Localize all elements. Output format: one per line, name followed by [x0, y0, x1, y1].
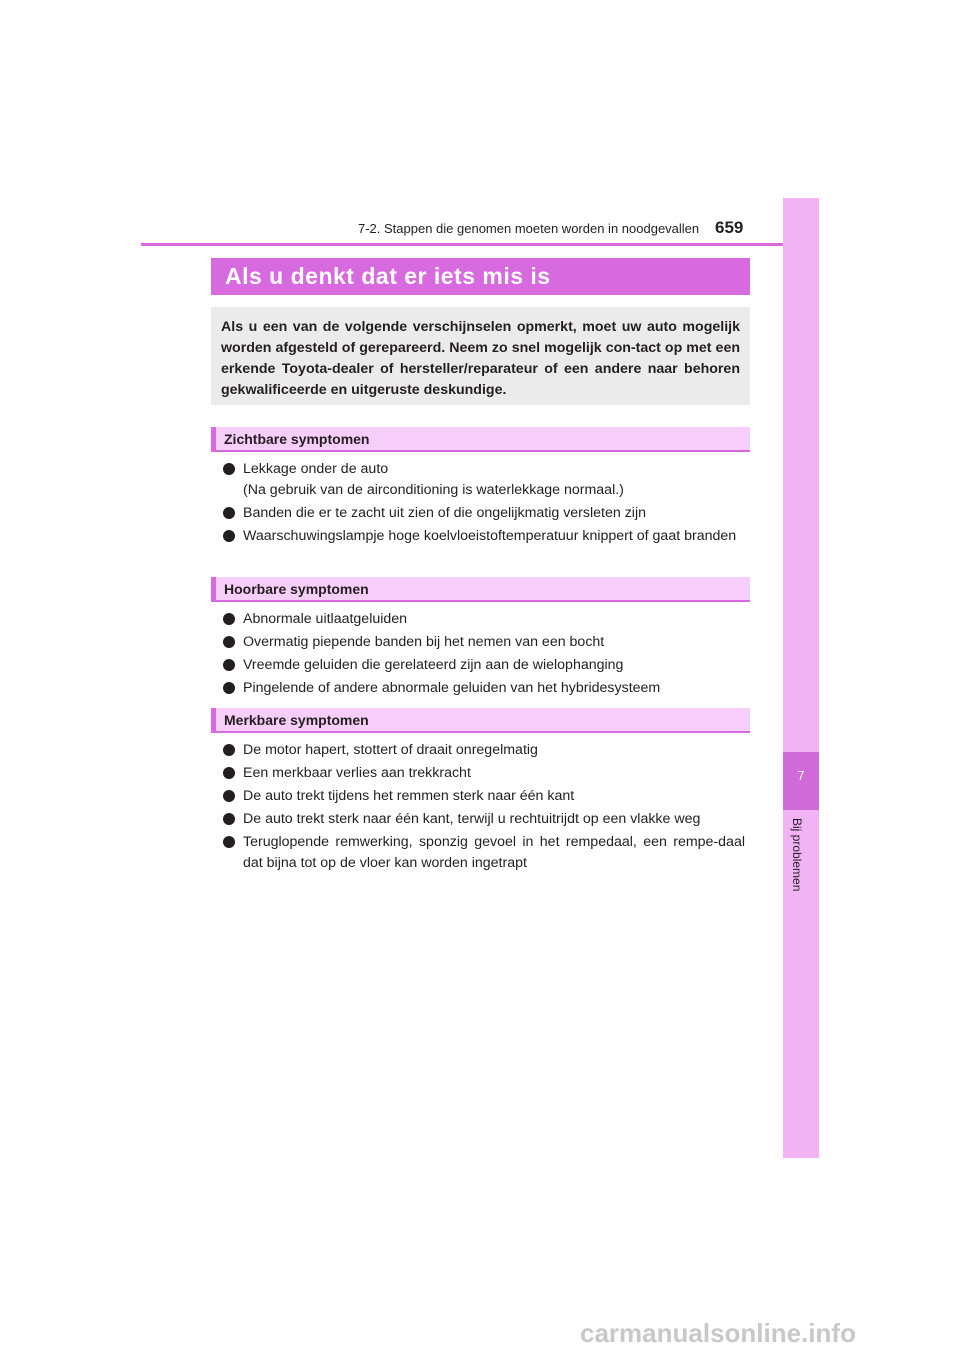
header-section-title: 7-2. Stappen die genomen moeten worden in noodgevallen [358, 221, 700, 236]
section-heading-zichtbaar [211, 427, 750, 452]
header-divider [141, 243, 819, 246]
chapter-name: Bij problemen [790, 818, 804, 892]
section-heading-label: Zichtbare symptomen [224, 431, 370, 447]
list-item-text: Waarschuwingslampje hoge koelvloeistoftemperatuur knippert of gaat branden [243, 528, 737, 544]
bullet-dot-icon [223, 636, 235, 648]
list-item [223, 740, 745, 761]
bullet-dot-icon [223, 507, 235, 519]
list-item-text: De auto trekt tijdens het remmen sterk naar één kant [243, 788, 575, 804]
chapter-number: 7 [797, 768, 805, 783]
list-item-text: Een merkbaar verlies aan trekkracht [243, 765, 471, 781]
bullet-dot-icon [223, 813, 235, 825]
intro-box: Als u een van de volgende verschijnselen opmerkt, moet uw auto mogelijk worden afgesteld of gerepareerd. Neem zo snel mogelijk con-tact op met een erkende Toyota-dealer of hersteller/reparateur of een andere naar behoren gekwalificeerde en uitgeruste deskundige. [211, 307, 750, 405]
bullet-list-hoorbaar [223, 609, 745, 701]
section-heading-marker [211, 577, 216, 600]
list-item [223, 763, 745, 784]
list-item-text: Vreemde geluiden die gerelateerd zijn aan de wielophanging [243, 657, 624, 673]
list-item [223, 459, 745, 501]
list-item [223, 503, 745, 524]
section-heading-label: Hoorbare symptomen [224, 581, 369, 597]
page-title: Als u denkt dat er iets mis is [225, 263, 551, 289]
list-item-text: De auto trekt sterk naar één kant, terwijl u rechtuitrijdt op een vlakke weg [243, 811, 701, 827]
list-item-text: Pingelende of andere abnormale geluiden van het hybridesysteem [243, 680, 661, 696]
bullet-dot-icon [223, 744, 235, 756]
bullet-dot-icon [223, 767, 235, 779]
list-item [223, 655, 745, 676]
list-item-text: Overmatig piepende banden bij het nemen van een bocht [243, 634, 605, 650]
section-heading-marker [211, 427, 216, 450]
list-item-note: (Na gebruik van de airconditioning is waterlekkage normaal.) [243, 482, 624, 498]
list-item [223, 632, 745, 653]
watermark: carmanualsonline.info [580, 1318, 856, 1348]
section-heading-merkbaar [211, 708, 750, 733]
bullet-list-zichtbaar [223, 459, 745, 549]
page-number: 659 [715, 218, 744, 237]
list-item-text: Teruglopende remwerking, sponzig gevoel in het rempedaal, een rempe-daal dat bijna tot op de vloer kan worden ingetrapt [243, 834, 745, 871]
list-item [223, 678, 745, 699]
list-item [223, 609, 745, 630]
section-heading-marker [211, 708, 216, 731]
bullet-dot-icon [223, 613, 235, 625]
list-item [223, 526, 745, 547]
bullet-dot-icon [223, 836, 235, 848]
bullet-dot-icon [223, 659, 235, 671]
bullet-dot-icon [223, 463, 235, 475]
list-item-text: Lekkage onder de auto [243, 461, 389, 477]
bullet-dot-icon [223, 530, 235, 542]
bullet-dot-icon [223, 682, 235, 694]
section-heading-hoorbaar [211, 577, 750, 602]
list-item-text: Abnormale uitlaatgeluiden [243, 611, 408, 627]
list-item [223, 832, 745, 874]
chapter-side-tab [783, 198, 819, 1158]
page-title-bar [211, 258, 750, 295]
bullet-list-merkbaar [223, 740, 745, 876]
list-item-text: Banden die er te zacht uit zien of die ongelijkmatig versleten zijn [243, 505, 646, 521]
list-item [223, 786, 745, 807]
list-item-text: De motor hapert, stottert of draait onregelmatig [243, 742, 538, 758]
bullet-dot-icon [223, 790, 235, 802]
list-item [223, 809, 745, 830]
section-heading-label: Merkbare symptomen [224, 712, 369, 728]
